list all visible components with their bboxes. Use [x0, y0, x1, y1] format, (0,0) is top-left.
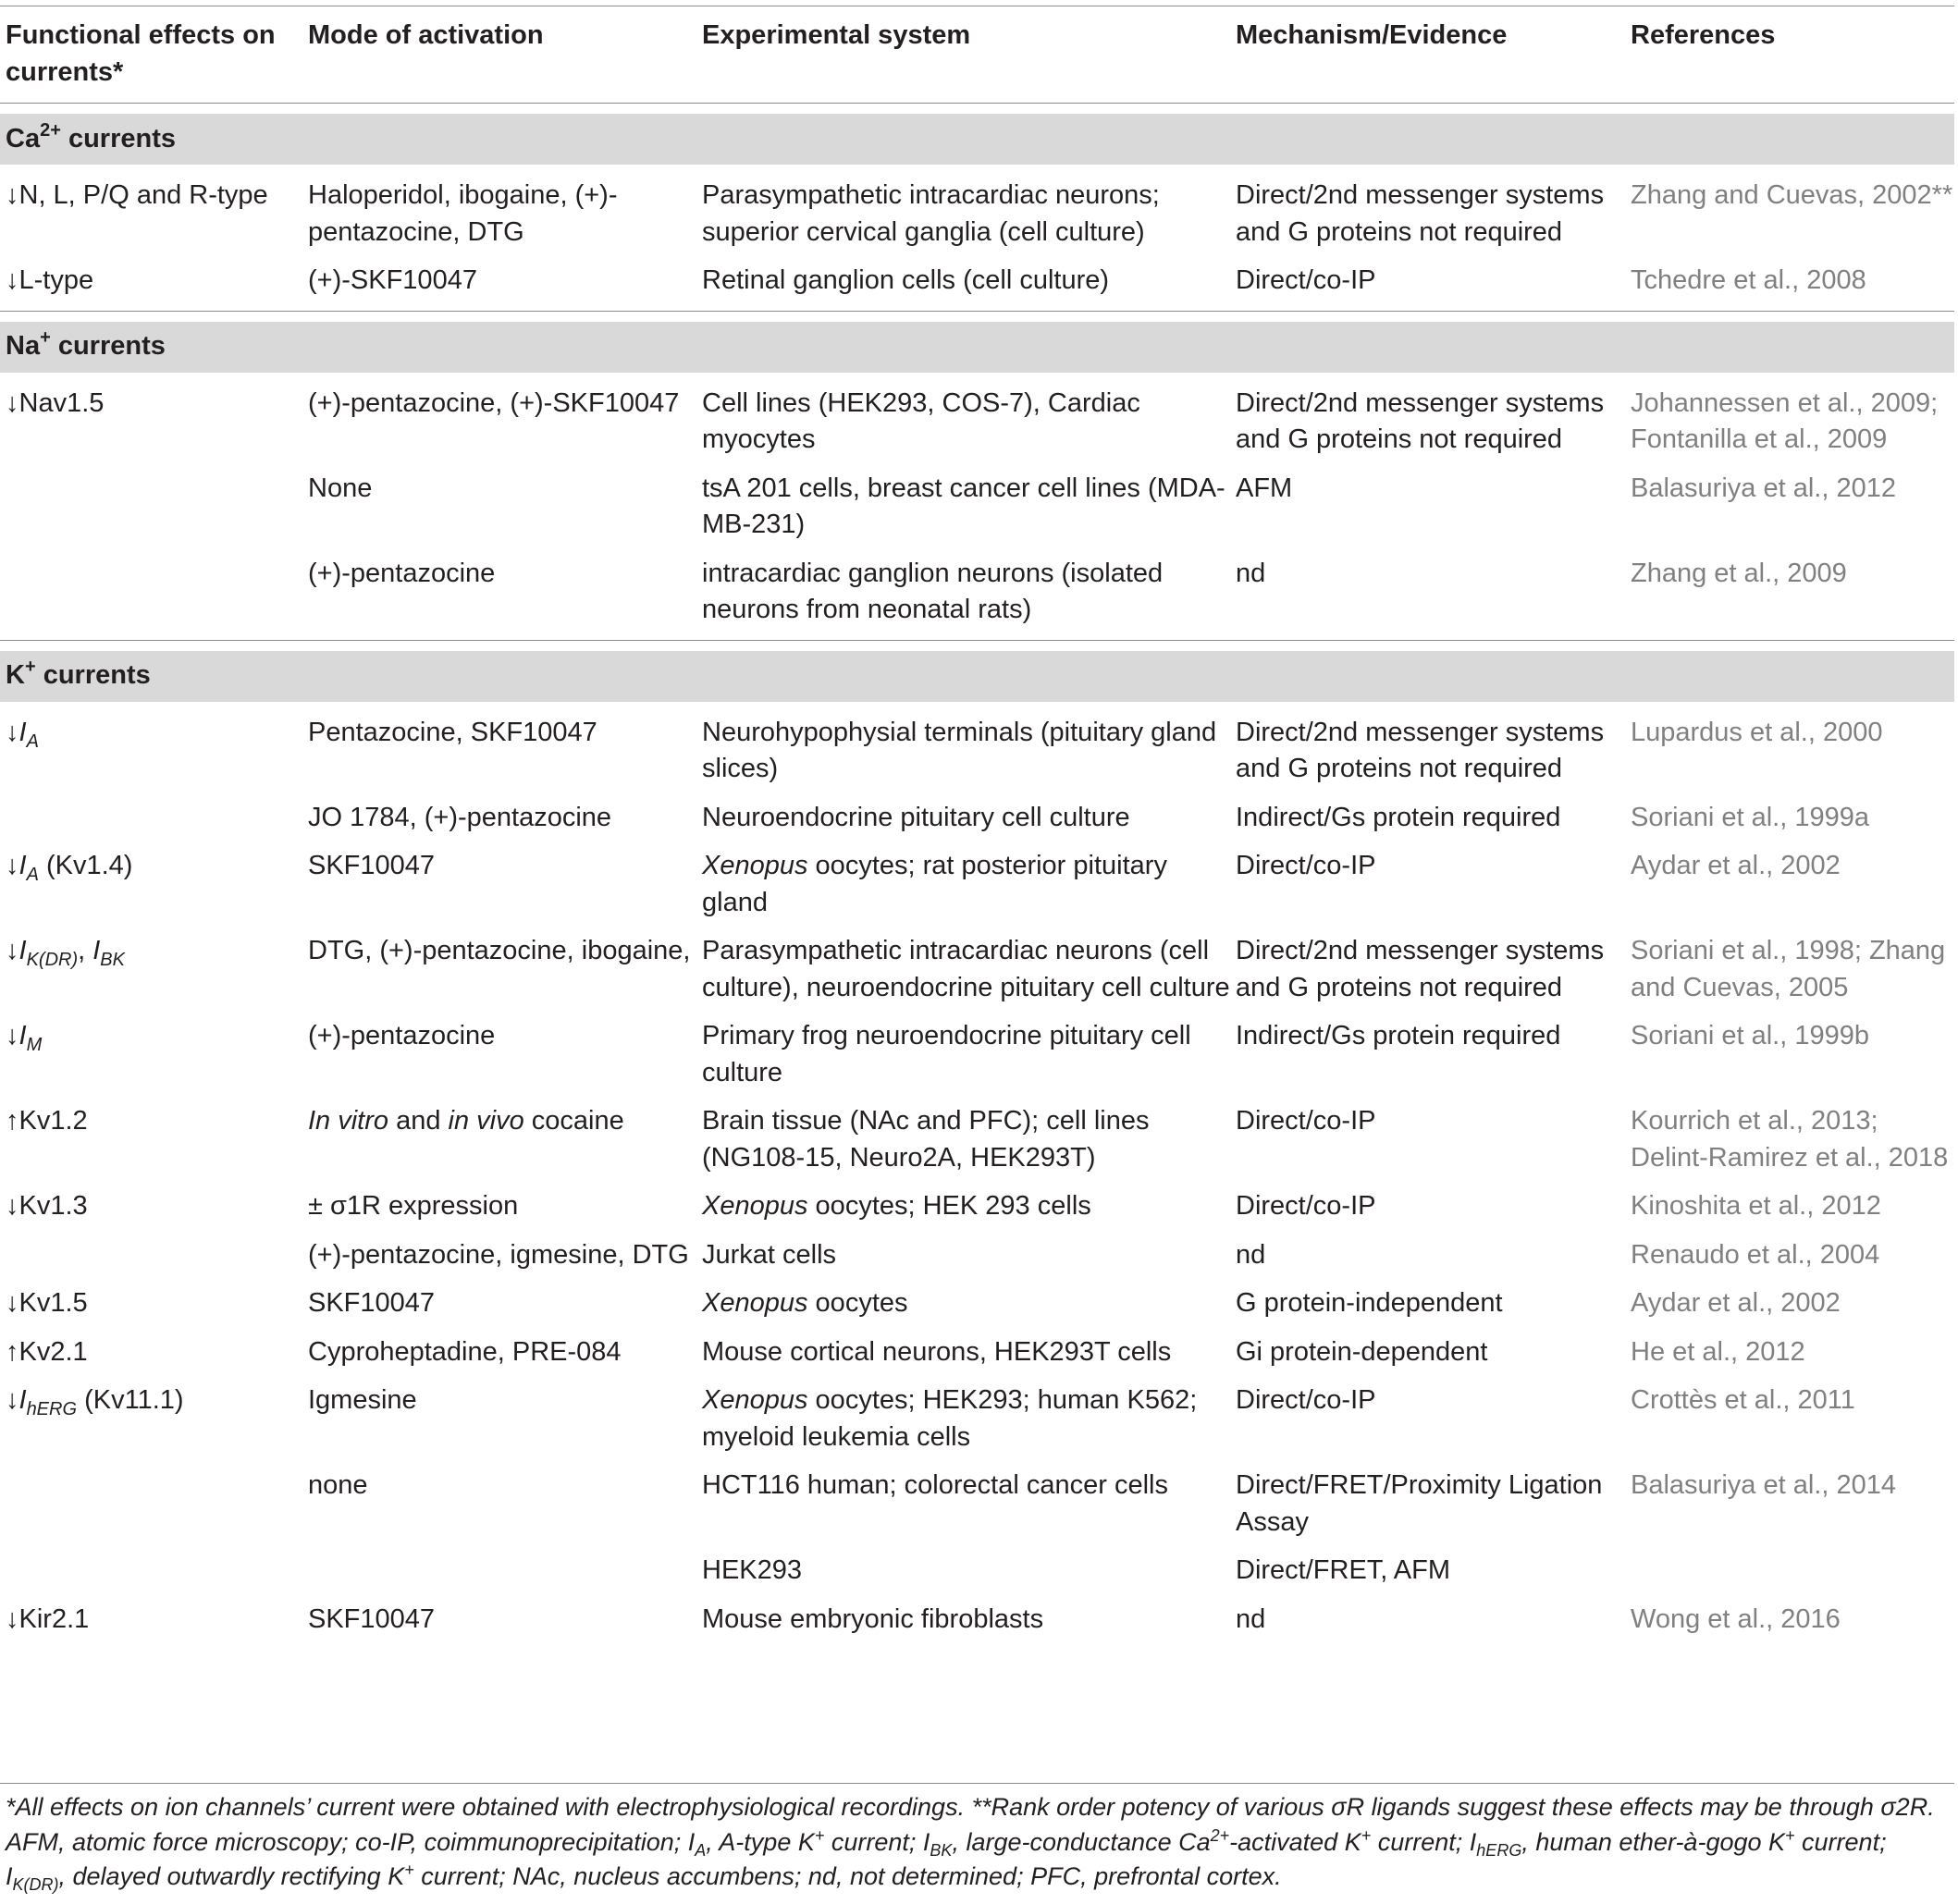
mode-cell: none [308, 1470, 368, 1500]
table-row [0, 794, 1954, 843]
table-row [0, 1462, 1954, 1547]
reference-link[interactable]: Soriani et al., 1999a [1631, 802, 1869, 832]
effect-cell: $↓I_A$ [6, 717, 39, 752]
system-cell: intracardiac ganglion neurons (isolated neurons from neonatal rats) [702, 550, 1236, 641]
system-cell: Retinal ganglion cells (cell culture) [702, 257, 1236, 311]
effect-cell: $↓I_M$ [6, 1021, 43, 1055]
system-cell: Mouse embryonic fibroblasts [702, 1603, 1044, 1634]
ion-channel-table [0, 6, 1954, 1644]
table-row [0, 1098, 1954, 1183]
mode-cell: (+)-pentazocine [308, 1021, 496, 1050]
table-row [0, 1377, 1954, 1462]
mode-cell: ± σ1R expression [308, 1191, 519, 1221]
effect-cell [0, 1462, 308, 1547]
header-experimental-system: Experimental system [702, 20, 971, 50]
effect-cell [0, 794, 308, 843]
mechanism-cell: nd [1236, 1603, 1266, 1634]
section-k-currents [0, 651, 1954, 702]
system-cell: Primary frog neuroendocrine pituitary cell culture [702, 1021, 1191, 1087]
mechanism-cell: Direct/FRET, AFM [1236, 1555, 1451, 1585]
system-cell: Parasympathetic intracardiac neurons (cell culture), neuroendocrine pituitary cell culture [702, 936, 1230, 1002]
table-bottom-rule [0, 1783, 1954, 1784]
system-cell: Cell lines (HEK293, COS-7), Cardiac myocytes [702, 387, 1140, 454]
effect-cell: ↓Kir2.1 [6, 1603, 90, 1634]
section-title: K+ currents [0, 651, 1954, 702]
effect-cell: $↓I_{hERG}$ (Kv11.1) [6, 1385, 184, 1419]
reference-link[interactable]: Johannessen et al., 2009; Fontanilla et al., 2009 [1631, 387, 1939, 454]
reference-link[interactable]: Aydar et al., 2002 [1631, 851, 1841, 880]
reference-link[interactable]: Zhang and Cuevas, 2002** [1631, 180, 1953, 210]
table-row [0, 165, 1954, 257]
table-row [0, 465, 1954, 550]
header-row [0, 6, 1954, 104]
effect-cell: ↓L-type [0, 257, 308, 311]
mode-cell: JO 1784, (+)-pentazocine [308, 802, 612, 832]
mode-cell: SKF10047 [308, 1288, 436, 1318]
header-references: References [1631, 20, 1776, 50]
mode-cell: (+)-pentazocine, igmesine, DTG [308, 1239, 689, 1270]
mode-cell: SKF10047 [308, 851, 436, 880]
mechanism-cell: nd [1236, 550, 1631, 641]
mode-cell: Cyproheptadine, PRE-084 [308, 1336, 622, 1367]
mechanism-cell: Gi protein-dependent [1236, 1336, 1488, 1367]
mode-cell: Igmesine [308, 1385, 417, 1415]
table-row [0, 257, 1954, 311]
table-row [0, 1232, 1954, 1281]
mode-cell: None [308, 473, 373, 503]
system-cell: tsA 201 cells, breast cancer cell lines (MDA-MB-231) [702, 473, 1225, 539]
effect-cell: $↓I_A$ (Kv1.4) [6, 851, 133, 885]
mechanism-cell: Direct/2nd messenger systems and G proteins not required [1236, 717, 1605, 783]
reference-link[interactable]: Zhang et al., 2009 [1631, 550, 1954, 641]
reference-link[interactable]: Soriani et al., 1999b [1631, 1021, 1869, 1050]
effect-cell [0, 1547, 308, 1596]
system-cell: Neurohypophysial terminals (pituitary gland slices) [702, 717, 1217, 783]
table-row [0, 1547, 1954, 1596]
system-cell: Jurkat cells [702, 1239, 837, 1270]
table-row [0, 1183, 1954, 1232]
mechanism-cell: Direct/co-IP [1236, 257, 1631, 311]
reference-link[interactable]: Kourrich et al., 2013; Delint-Ramirez et al., 2018 [1631, 1106, 1949, 1173]
table-row [0, 1013, 1954, 1098]
mode-cell: DTG, (+)-pentazocine, ibogaine, [308, 936, 691, 965]
header-mechanism-evidence: Mechanism/Evidence [1236, 20, 1508, 50]
effect-cell [0, 1232, 308, 1281]
mechanism-cell: Indirect/Gs protein required [1236, 802, 1561, 832]
reference-link[interactable] [1631, 1547, 1954, 1596]
table-footnote: *All effects on ion channels’ current were obtained with electrophysiological recordings. **Rank order potency of various σR ligands suggest these effects may be through σ2R. AFM, atomic force microscopy; co-IP, coimmunoprecipitation; $I_A$, A-type K+ current; $I_{BK}$, large-conductance $Ca^{2+}$-activated K+ current; $I_{hERG}$, human ether-à-gogo K+ current; $I_{K(DR)}$, delayed outwardly rectifying K+ current; NAc, nucleus accumbens; nd, not determined; PFC, prefrontal cortex. [6, 1793, 1935, 1894]
mechanism-cell: Direct/co-IP [1236, 851, 1376, 880]
section-title: Na+ currents [0, 322, 1954, 373]
table-row [0, 702, 1954, 794]
header-mode-of-activation: Mode of activation [308, 20, 544, 50]
mechanism-cell: Direct/2nd messenger systems and G proteins not required [1236, 387, 1605, 454]
reference-link[interactable]: Lupardus et al., 2000 [1631, 717, 1883, 747]
table-row [0, 1596, 1954, 1645]
effect-cell [0, 465, 308, 550]
reference-link[interactable]: Crottès et al., 2011 [1631, 1385, 1855, 1415]
mode-cell: (+)-pentazocine, (+)-SKF10047 [308, 387, 680, 418]
mode-cell: In vitro and in vivo cocaine [308, 1106, 624, 1136]
mechanism-cell: Direct/2nd messenger systems and G proteins not required [1236, 936, 1605, 1002]
system-cell: Mouse cortical neurons, HEK293T cells [702, 1336, 1172, 1367]
effect-cell: ↓Nav1.5 [6, 387, 105, 418]
system-cell: Xenopus oocytes; HEK293; human K562; myeloid leukemia cells [702, 1385, 1198, 1452]
system-cell: Xenopus oocytes; HEK 293 cells [702, 1191, 1091, 1221]
section-na-currents [0, 322, 1954, 373]
table-row [0, 373, 1954, 465]
mode-cell: Pentazocine, SKF10047 [308, 717, 597, 747]
reference-link[interactable]: Balasuriya et al., 2012 [1631, 473, 1896, 503]
reference-link[interactable]: Kinoshita et al., 2012 [1631, 1191, 1881, 1221]
mode-cell [308, 1547, 702, 1596]
system-cell: Brain tissue (NAc and PFC); cell lines (NG108-15, Neuro2A, HEK293T) [702, 1106, 1150, 1173]
reference-link[interactable]: He et al., 2012 [1631, 1336, 1805, 1367]
system-cell: HCT116 human; colorectal cancer cells [702, 1470, 1168, 1500]
table-row [0, 842, 1954, 927]
system-cell: HEK293 [702, 1555, 803, 1585]
reference-link[interactable]: Wong et al., 2016 [1631, 1603, 1841, 1634]
reference-link[interactable]: Renaudo et al., 2004 [1631, 1239, 1880, 1270]
system-cell: Neuroendocrine pituitary cell culture [702, 802, 1130, 832]
effect-cell: ↓N, L, P/Q and R-type [6, 180, 268, 210]
effect-cell: ↓Kv1.5 [6, 1288, 88, 1318]
mechanism-cell: Direct/co-IP [1236, 1385, 1376, 1415]
mechanism-cell: Indirect/Gs protein required [1236, 1021, 1561, 1050]
table-row [0, 1329, 1954, 1378]
effect-cell: $↓I_{K(DR)}$, $I_{BK}$ [6, 936, 125, 970]
mode-cell: (+)-pentazocine [308, 550, 702, 641]
mode-cell: SKF10047 [308, 1603, 436, 1634]
mechanism-cell: nd [1236, 1239, 1266, 1270]
reference-link[interactable]: Balasuriya et al., 2014 [1631, 1470, 1896, 1500]
reference-link[interactable]: Aydar et al., 2002 [1631, 1288, 1841, 1318]
mechanism-cell: G protein-independent [1236, 1288, 1503, 1318]
mechanism-cell: Direct/FRET/Proximity Ligation Assay [1236, 1470, 1603, 1537]
system-cell: Xenopus oocytes; rat posterior pituitary gland [702, 851, 1167, 917]
effect-cell [0, 550, 308, 641]
mode-cell: Haloperidol, ibogaine, (+)-pentazocine, DTG [308, 180, 618, 247]
section-title: $Ca^{2+}$ currents [0, 114, 1954, 165]
effect-cell: ↑Kv1.2 [6, 1106, 88, 1136]
table-row [0, 550, 1954, 641]
mode-cell: (+)-SKF10047 [308, 257, 702, 311]
table-row [0, 927, 1954, 1013]
mechanism-cell: Direct/co-IP [1236, 1106, 1376, 1136]
system-cell: Parasympathetic intracardiac neurons; superior cervical ganglia (cell culture) [702, 180, 1160, 247]
section-ca-currents [0, 114, 1954, 165]
reference-link[interactable]: Tchedre et al., 2008 [1631, 257, 1954, 311]
effect-cell: ↑Kv2.1 [6, 1336, 88, 1367]
header-functional-effects: Functional effects on currents* [6, 20, 276, 87]
table-row [0, 1280, 1954, 1329]
mechanism-cell: Direct/2nd messenger systems and G proteins not required [1236, 180, 1605, 247]
system-cell: Xenopus oocytes [702, 1288, 908, 1318]
mechanism-cell: Direct/co-IP [1236, 1191, 1376, 1221]
mechanism-cell: AFM [1236, 473, 1293, 503]
reference-link[interactable]: Soriani et al., 1998; Zhang and Cuevas, 2005 [1631, 936, 1946, 1002]
effect-cell: ↓Kv1.3 [6, 1191, 88, 1221]
